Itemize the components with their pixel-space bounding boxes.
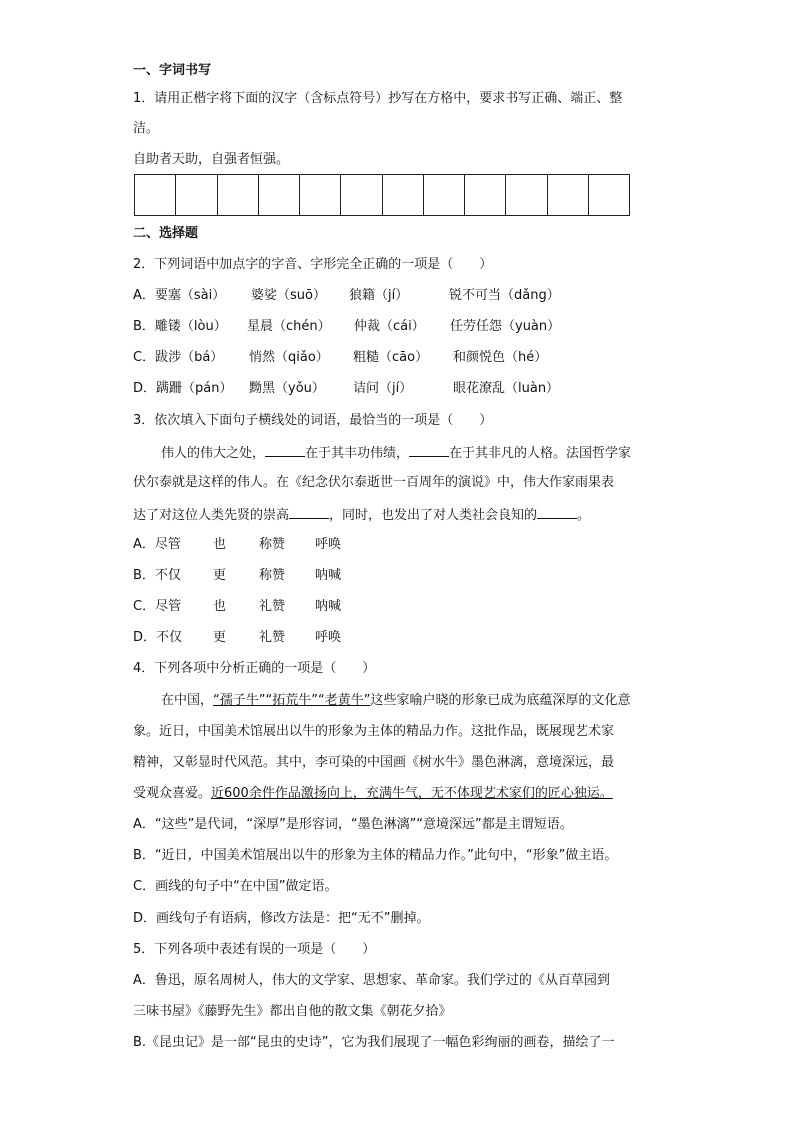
blank[interactable]	[265, 443, 305, 457]
writing-grid[interactable]	[134, 174, 630, 216]
option-word: 黝黑（yǒu）	[249, 381, 325, 396]
option-word: 礼赞	[259, 630, 286, 645]
q2-stem: 2．下列词语中加点字的字音、字形完全正确的一项是（ ）	[133, 257, 493, 272]
blank[interactable]	[289, 505, 329, 519]
q3-option-a[interactable]	[133, 536, 341, 554]
option-word: 任劳任怨（yuàn）	[450, 319, 561, 334]
option-word: 呐喊	[315, 568, 342, 583]
option-word: 诘问（jí）	[353, 381, 413, 396]
blank[interactable]	[537, 505, 577, 519]
q4-stem: 4．下列各项中分析正确的一项是（ ）	[133, 661, 376, 676]
text: 在于其非凡的人格。法国哲学家	[449, 446, 632, 461]
option-word: A．要塞（sài）	[133, 288, 226, 303]
q4-passage-line4	[133, 785, 613, 803]
option-word: 眼花潦乱（luàn）	[453, 381, 560, 396]
q5-stem: 5．下列各项中表述有误的一项是（ ）	[133, 942, 376, 957]
section2-title: 二、选择题	[133, 226, 199, 241]
q3-passage-line1	[161, 443, 631, 463]
option-word: 称赞	[259, 568, 286, 583]
blank[interactable]	[409, 443, 449, 457]
text: 在于其丰功伟绩，	[305, 446, 410, 461]
q4-passage-line1	[161, 692, 630, 710]
q3-option-d[interactable]	[133, 629, 341, 647]
q5-option-a-line2[interactable]: 三味书屋》《藤野先生》都出自他的散文集《朝花夕拾》	[133, 1004, 452, 1019]
option-word: 也	[213, 599, 227, 614]
grid-cell[interactable]	[589, 175, 629, 215]
grid-cell[interactable]	[218, 175, 259, 215]
grid-cell[interactable]	[300, 175, 341, 215]
q3-option-b[interactable]	[133, 567, 341, 585]
option-word: 狼籍（jí）	[349, 288, 409, 303]
q4-option-a[interactable]: A．“这些”是代词，“深厚”是形容词，“墨色淋漓”“意境深远”都是主谓短语。	[133, 817, 573, 832]
option-word: D．蹒跚（pán）	[133, 381, 233, 396]
grid-cell[interactable]	[341, 175, 382, 215]
grid-cell[interactable]	[383, 175, 424, 215]
q1-phrase: 自助者天助，自强者恒强。	[133, 152, 290, 167]
q4-option-b[interactable]: B．“近日，中国美术馆展出以牛的形象为主体的精品力作。”此句中，“形象”做主语。	[133, 848, 618, 863]
grid-cell[interactable]	[176, 175, 217, 215]
q1-instruction-line2: 洁。	[133, 121, 160, 136]
q1-instruction-line1: 1．请用正楷字将下面的汉字（含标点符号）抄写在方格中，要求书写正确、端正、整	[133, 91, 623, 106]
text: ，同时，也发出了对人类社会良知的	[329, 508, 538, 523]
text: 达了对这位人类先贤的崇高	[133, 508, 290, 523]
q4-passage-line2: 象。近日，中国美术馆展出以牛的形象为主体的精品力作。这批作品，既展现艺术家	[133, 724, 615, 739]
q4-passage-line3: 精神，又彰显时代风范。其中，李可染的中国画《树水牛》墨色淋漓，意境深远，最	[133, 755, 615, 770]
grid-cell[interactable]	[506, 175, 547, 215]
text: 在中国，	[161, 693, 214, 708]
option-word: 更	[213, 568, 227, 583]
q2-option-d[interactable]	[133, 380, 559, 398]
q5-option-a-line1[interactable]: A．鲁迅，原名周树人，伟大的文学家、思想家、革命家。我们学过的《从百草园到	[133, 973, 610, 988]
grid-cell[interactable]	[135, 175, 176, 215]
option-word: 礼赞	[259, 599, 286, 614]
option-word: C．跋涉（bá）	[133, 350, 224, 365]
option-word: 悄然（qiǎo）	[249, 350, 329, 365]
option-word: 呐喊	[315, 599, 342, 614]
q3-option-c[interactable]	[133, 598, 341, 616]
option-word: 星晨（chén）	[247, 319, 331, 334]
q2-option-c[interactable]	[133, 349, 547, 367]
q3-stem: 3．依次填入下面句子横线处的词语，最恰当的一项是（ ）	[133, 413, 493, 428]
underlined-sentence: 近600余件作品激扬向上，充满牛气，无不体现艺术家们的匠心独运。	[211, 786, 613, 801]
q3-passage-line2: 伏尔泰就是这样的伟人。在《纪念伏尔泰逝世一百周年的演说》中，伟大作家雨果表	[133, 475, 615, 490]
option-word: 更	[213, 630, 227, 645]
option-word: 婆娑（suō）	[251, 288, 326, 303]
text: 这些家喻户晓的形象已成为底蕴深厚的文化意	[370, 693, 631, 708]
q4-option-d[interactable]: D．画线句子有语病，修改方法是：把“无不”删掉。	[133, 911, 430, 926]
grid-cell[interactable]	[424, 175, 465, 215]
q5-option-b-line1[interactable]: B.《昆虫记》是一部“昆虫的史诗”，它为我们展现了一幅色彩绚丽的画卷，描绘了一	[133, 1035, 615, 1050]
option-word: D．不仅	[133, 630, 183, 645]
text: 受观众喜爱。	[133, 786, 212, 801]
q3-passage-line3	[133, 505, 590, 525]
option-word: B．雕镂（lòu）	[133, 319, 227, 334]
option-word: C．尽管	[133, 599, 182, 614]
text: 。	[577, 508, 591, 523]
option-word: 锐不可当（dǎng）	[449, 288, 560, 303]
option-word: 称赞	[259, 537, 286, 552]
q2-option-b[interactable]	[133, 318, 560, 336]
text: 伟人的伟大之处，	[161, 446, 266, 461]
option-word: 粗糙（cāo）	[353, 350, 429, 365]
q2-option-a[interactable]	[133, 287, 560, 305]
option-word: B．不仅	[133, 568, 181, 583]
option-word: 仲裁（cái）	[354, 319, 425, 334]
section1-title: 一、字词书写	[133, 63, 212, 78]
option-word: 呼唤	[315, 537, 342, 552]
grid-cell[interactable]	[259, 175, 300, 215]
q4-option-c[interactable]: C．画线的句子中“在中国”做定语。	[133, 879, 338, 894]
option-word: A．尽管	[133, 537, 181, 552]
option-word: 呼唤	[315, 630, 342, 645]
option-word: 也	[213, 537, 227, 552]
option-word: 和颜悦色（hé）	[453, 350, 548, 365]
grid-cell[interactable]	[548, 175, 589, 215]
grid-cell[interactable]	[465, 175, 506, 215]
underlined-text: “孺子牛”“拓荒牛”“老黄牛”	[213, 693, 371, 708]
